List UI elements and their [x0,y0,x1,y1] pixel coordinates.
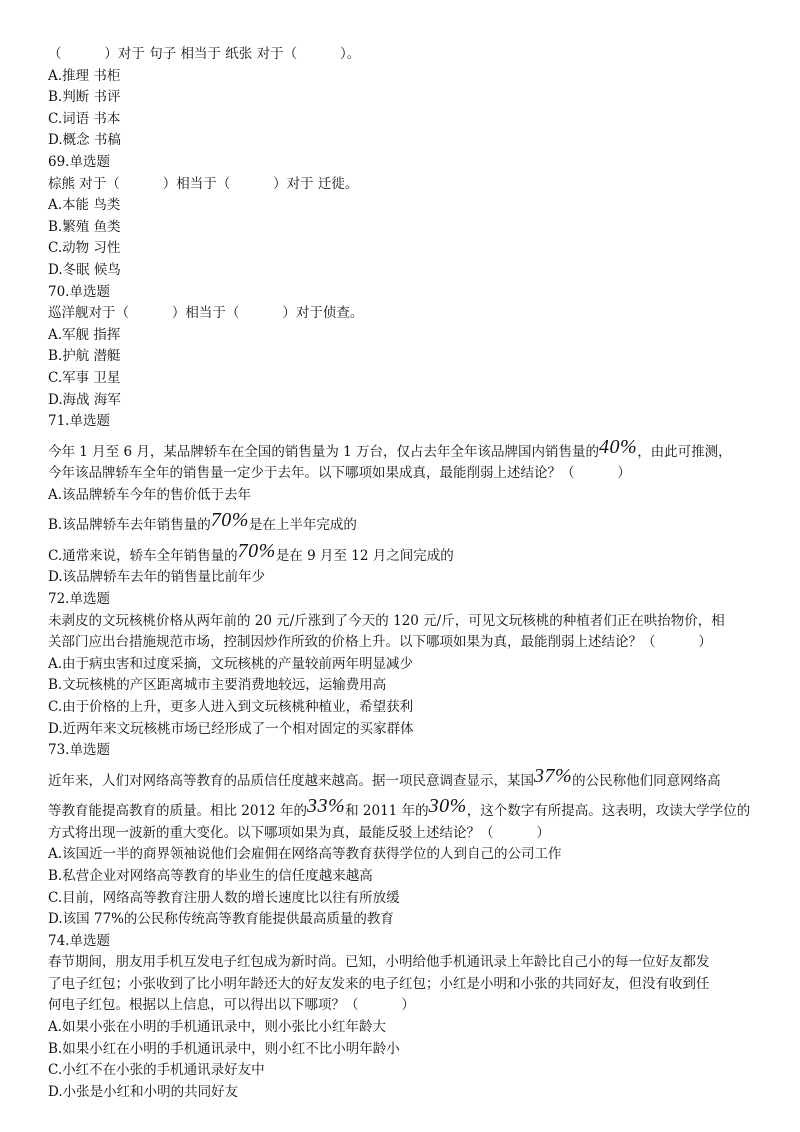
q72-option-a: A.由于病虫害和过度采摘，文玩核桃的产量较前两年明显减少 [48,655,414,672]
q73-option-c: C.目前，网络高等教育注册人数的增长速度比以往有所放缓 [48,889,400,906]
q68-stem: （ ）对于 句子 相当于 纸张 对于（ ）。 [48,46,361,62]
q71-option-d: D.该品牌轿车去年的销售量比前年少 [48,569,266,586]
q70-option-b: B.护航 潜艇 [48,348,121,365]
q73-option-b: B.私营企业对网络高等教育的毕业生的信任度越来越高 [48,867,373,884]
q74-option-a: A.如果小张在小明的手机通讯录中，则小张比小红年龄大 [48,1019,387,1036]
q74-stem-line-2: 了电子红包；小张收到了比小明年龄还大的好友发来的电子红包；小红是小明和小张的共同好友，但没有收到任 [48,975,710,992]
q73-stem-text-c: 等教育能提高教育的质量。相比 2012 年的 [48,803,307,820]
q71-stem-line-1 [48,435,760,464]
q73-stem-text-e: ，这个数字有所提高。这表明，攻读大学学位的 [466,803,751,820]
q71-option-c-text: C.通常来说，轿车全年销售量的 [48,547,238,564]
q70-header: 70.单选题 [48,283,110,300]
q71-stem-percent: 40% [599,435,638,458]
q73-header: 73.单选题 [48,742,110,759]
q73-stem-text-a: 近年来，人们对网络高等教育的品质信任度越来越高。据一项民意调查显示，某国 [48,772,534,789]
q69-option-b: B.繁殖 鱼类 [48,218,121,235]
q73-stem-percent-30: 30% [428,795,467,818]
q71-option-c-percent: 70% [237,539,276,562]
q70-option-d: D.海战 海军 [48,391,121,408]
q73-stem-line-3: 方式将出现一波新的重大变化。以下哪项如果为真，最能反驳上述结论？（ ） [48,824,550,841]
q73-option-d: D.该国 77%的公民称传统高等教育能提供最高质量的教育 [48,911,394,928]
q72-stem-line-1: 未剥皮的文玩核桃价格从两年前的 20 元/斤涨到了今天的 120 元/斤，可见文玩核桃的种植者们正在哄抬物价，相 [48,612,725,629]
q74-stem-line-3: 何电子红包。根据以上信息，可以得出以下哪项？（ ） [48,997,415,1014]
q73-stem-percent-33: 33% [306,795,346,818]
q71-stem-text-a: 今年 1 月至 6 月，某品牌轿车在全国的销售量为 1 万台，仅占去年全年该品牌国内销售量的 [48,443,600,460]
q68-option-b: B.判断 书评 [48,89,121,106]
q73-option-a: A.该国近一半的商界领袖说他们会雇佣在网络高等教育获得学位的人到自己的公司工作 [48,846,562,863]
q72-option-b: B.文玩核桃的产区距离城市主要消费地较远，运输费用高 [48,677,387,694]
q69-stem: 棕熊 对于（ ）相当于（ ）对于 迁徙。 [48,175,359,192]
q74-option-d: D.小张是小红和小明的共同好友 [48,1083,239,1100]
q70-option-c: C.军事 卫星 [48,369,121,386]
q73-stem-text-d: 和 2011 年的 [345,803,429,820]
q74-option-c: C.小红不在小张的手机通讯录好友中 [48,1062,265,1079]
q73-stem-text-b: 的公民称他们同意网络高 [572,772,721,789]
q73-stem-percent-37: 37% [534,764,573,787]
q71-option-b-text-2: 是在上半年完成的 [248,517,357,534]
q71-stem-line-2: 今年该品牌轿车全年的销售量一定少于去年。以下哪项如果成真，最能削弱上述结论？（ ） [48,465,631,482]
q68-option-c: C.词语 书本 [48,110,121,127]
q71-option-b-text: B.该品牌轿车去年销售量的 [48,517,211,534]
q71-option-b-percent: 70% [210,509,249,532]
q72-stem-line-2: 关部门应出台措施规范市场，控制因炒作所致的价格上升。以下哪项如果为真，最能削弱上述结论？（ ） [48,634,712,651]
q68-option-d: D.概念 书稿 [48,132,121,149]
q69-option-a: A.本能 鸟类 [48,197,121,214]
q71-option-c [48,539,760,568]
q68-option-a: A.推理 书柜 [48,67,121,84]
document-page [48,44,760,1103]
q74-header: 74.单选题 [48,932,110,949]
q72-option-d: D.近两年来文玩核桃市场已经形成了一个相对固定的买家群体 [48,720,414,737]
q71-option-c-text-2: 是在 9 月至 12 月之间完成的 [275,547,454,564]
q74-stem-line-1: 春节期间，朋友用手机互发电子红包成为新时尚。已知，小明给他手机通讯录上年龄比自己小的每一位好友都发 [48,954,710,971]
q71-option-b [48,509,760,537]
q72-option-c: C.由于价格的上升，更多人进入到文玩核桃种植业，希望获利 [48,698,414,715]
q73-stem-line-2 [48,795,760,823]
q71-option-a: A.该品牌轿车今年的售价低于去年 [48,486,252,503]
q71-stem-text-b: ，由此可推测， [637,443,732,460]
q71-header: 71.单选题 [48,413,110,430]
q72-header: 72.单选题 [48,590,110,607]
q69-option-c: C.动物 习性 [48,240,121,257]
q74-option-b: B.如果小红在小明的手机通讯录中，则小红不比小明年龄小 [48,1040,400,1057]
q70-stem: 巡洋舰对于（ ）相当于（ ）对于侦查。 [48,305,364,322]
q69-option-d: D.冬眠 候鸟 [48,261,121,278]
q69-header: 69.单选题 [48,153,110,170]
q70-option-a: A.军舰 指挥 [48,326,121,343]
q73-stem-line-1 [48,764,760,793]
